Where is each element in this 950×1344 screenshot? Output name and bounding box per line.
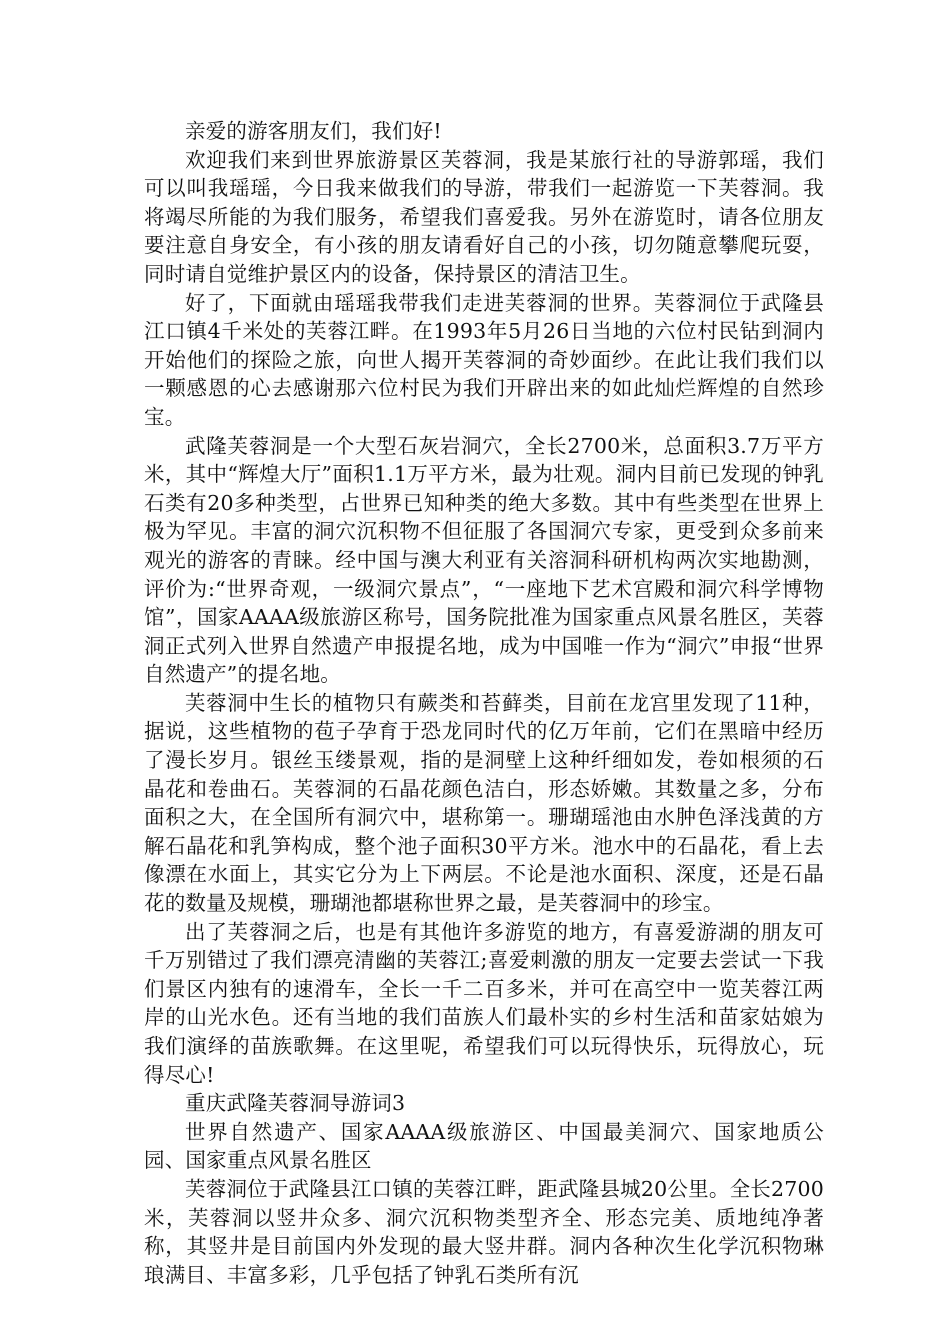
- attractions-paragraph: 出了芙蓉洞之后，也是有其他许多游览的地方，有喜爱游湖的朋友可千万别错过了我们漂亮清幽的芙蓉江;喜爱刺激的朋友一定要去尝试一下我们景区内独有的速滑车，全长一千二百多米，并可在高空中一览芙蓉江两岸的山光水色。还有当地的我们苗族人们最朴实的乡村生活和苗家姑娘为我们演绎的苗族歌舞。在这里呢，希望我们可以玩得快乐，玩得放心，玩得尽心!: [144, 919, 824, 1087]
- document-body: [144, 117, 824, 1289]
- plants-paragraph: 芙蓉洞中生长的植物只有蕨类和苔藓类，目前在龙宫里发现了11种，据说，这些植物的苞子孕育于恐龙同时代的亿万年前，它们在黑暗中经历了漫长岁月。银丝玉缕景观，指的是洞壁上这种纤细如发，卷如根须的石晶花和卷曲石。芙蓉洞的石晶花颜色洁白，形态娇嫩。其数量之多，分布面积之大，在全国所有洞穴中，堪称第一。珊瑚瑶池由水肿色泽浅黄的方解石晶花和乳笋构成，整个池子面积30平方米。池水中的石晶花，看上去像漂在水面上，其实它分为上下两层。不论是池水面积、深度，还是石晶花的数量及规模，珊瑚池都堪称世界之最，是芙蓉洞中的珍宝。: [144, 690, 824, 916]
- section-heading: 重庆武隆芙蓉洞导游词3: [185, 1091, 406, 1116]
- location-paragraph: 芙蓉洞位于武隆县江口镇的芙蓉江畔，距武隆县城20公里。全长2700米，芙蓉洞以竖井众多、洞穴沉积物类型齐全、形态完美、质地纯净著称，其竖井是目前国内外发现的最大竖井群。洞内各种次生化学沉积物琳琅满目、丰富多彩，几乎包括了钟乳石类所有沉: [144, 1176, 824, 1287]
- welcome-paragraph: 欢迎我们来到世界旅游景区芙蓉洞，我是某旅行社的导游郭瑶，我们可以叫我瑶瑶，今日我来做我们的导游，带我们一起游览一下芙蓉洞。我将竭尽所能的为我们服务，希望我们喜爱我。另外在游览时，请各位朋友要注意自身安全，有小孩的朋友请看好自己的小孩，切勿随意攀爬玩耍，同时请自觉维护景区内的设备，保持景区的清洁卫生。: [144, 147, 824, 286]
- cave-description-paragraph: 武隆芙蓉洞是一个大型石灰岩洞穴，全长2700米，总面积3.7万平方米，其中“辉煌大厅”面积1.1万平方米，最为壮观。洞内目前已发现的钟乳石类有20多种类型，占世界已知种类的绝大多数。其中有些类型在世界上极为罕见。丰富的洞穴沉积物不但征服了各国洞穴专家，更受到众多前来观光的游客的青睐。经中国与澳大利亚有关溶洞科研机构两次实地勘测，评价为:“世界奇观，一级洞穴景点”，“一座地下艺术宫殿和洞穴科学博物馆”，国家AAAA级旅游区称号，国务院批准为国家重点风景名胜区，芙蓉洞正式列入世界自然遗产申报提名地，成为中国唯一作为“洞穴”申报“世界自然遗产”的提名地。: [144, 433, 824, 687]
- introduction-paragraph: 好了，下面就由瑶瑶我带我们走进芙蓉洞的世界。芙蓉洞位于武隆县江口镇4千米处的芙蓉江畔。在1993年5月26日当地的六位村民钻到洞内开始他们的探险之旅，向世人揭开芙蓉洞的奇妙面纱。在此让我们我们以一颗感恩的心去感谢那六位村民为我们开辟出来的如此灿烂辉煌的自然珍宝。: [144, 290, 824, 429]
- honors-paragraph: 世界自然遗产、国家AAAA级旅游区、中国最美洞穴、国家地质公园、国家重点风景名胜区: [144, 1119, 824, 1173]
- greeting-paragraph: 亲爱的游客朋友们，我们好!: [185, 119, 442, 143]
